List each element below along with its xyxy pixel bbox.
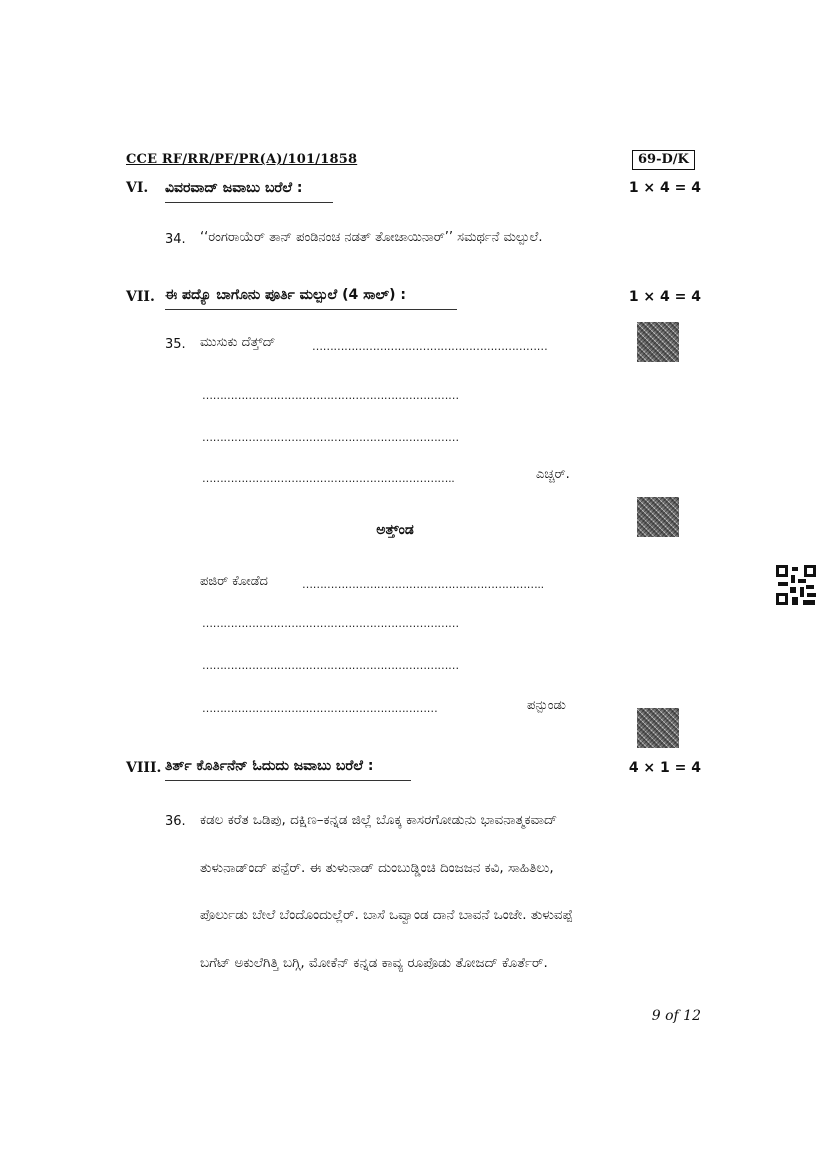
section-viii-marks: 4 × 1 = 4 [628,760,701,776]
paper-code: CCE RF/RR/PF/PR(A)/101/1858 [126,152,358,167]
section-viii-title: ತಿರ್ತ್ ಕೊರ್ತಿನೆನ್ ಓದುದು ಜವಾಬು ಬರೆಲೆ : [165,758,411,781]
poem-line-2-blank: ……………………………………………………………… [202,389,459,402]
section-vii-marks: 1 × 4 = 4 [628,289,701,305]
scan-code-image [637,322,679,362]
passage-line-3: ಪೊರ್ಲುಡು ಬೇಲೆ ಬೆಂದೊಂದುಲ್ಲೆರ್. ಬಾಸೆ ಒವ್ವಾಂಡ ದಾನೆ ಬಾವನೆ ಒಂಜೇ. ತುಳುವಪ್ಪೆ [200,907,573,923]
page-number: 9 of 12 [651,1008,701,1024]
section-vi-number: VI. [126,180,149,196]
question-35-number: 35. [165,337,186,352]
poem-line-4-end: ಎಚ್ಚರ್. [536,467,570,482]
alt-poem-line-1-start: ಪಜಿರ್ ಕೋಡೆದ [200,574,268,589]
poem-line-1-blank: ………………………………………………………… [312,340,548,353]
paper-id-box: 69-D/K [632,150,695,170]
qr-code-icon [776,565,816,605]
question-36-number: 36. [165,814,186,829]
poem-line-1-start: ಮುಸುಕು ದೆತ್ತ್‌ದ್ [200,335,276,350]
poem-line-3-blank: ……………………………………………………………… [202,431,459,444]
alt-poem-line-1-blank: ………………………………………………………….. [302,578,544,591]
scan-code-image [637,708,679,748]
alt-poem-line-4-blank: ………………………………………………………… [202,702,438,715]
section-vii-number: VII. [126,289,155,305]
section-vii-title: ಈ ಪದ್ಯೊ ಬಾಗೊನು ಪೂರ್ತಿ ಮಲ್ಪುಲೆ (4 ಸಾಲ್) : [165,287,457,310]
question-34-text: ‘‘ರಂಗರಾಯೆರ್ ತಾನ್ ಪಂಡಿನಂಚ ನಡತ್ ತೋಜಾಯಿನಾರ್’’ ಸಮರ್ಥನೆ ಮಲ್ಪುಲೆ. [200,230,543,245]
section-viii-number: VIII. [126,760,162,776]
alt-poem-line-3-blank: ……………………………………………………………… [202,659,459,672]
or-label: ಅತ್ತ್‌ಂಡ [376,522,414,538]
passage-line-2: ತುಳುನಾಡ್‌ಂದ್ ಪನ್ಪೆರ್. ಈ ತುಳುನಾಡ್ ದುಂಬುಡ್ಡಿಂಚಿ ದಿಂಜಜನ ಕವಿ, ಸಾಹಿತಿಲು, [200,860,554,876]
passage-line-4: ಬಗೆಟ್ ಅಕುಲೆಗಿತ್ತಿ ಬಗ್ಗಿ, ಮೋಕೆನ್ ಕನ್ನಡ ಕಾವ್ಯ ರೂಪೊಡು ತೋಜದ್ ಕೊರ್ತೆರ್. [200,955,548,971]
poem-line-4-blank: …………………………………………………………….. [202,472,455,485]
alt-poem-line-2-blank: ……………………………………………………………… [202,617,459,630]
alt-poem-line-4-end: ಪನ್ಪುಂಡು [527,698,566,713]
section-vi-marks: 1 × 4 = 4 [628,180,701,196]
passage-line-1: ಕಡಲ ಕರೆತ ಒಡಿಪು, ದಕ್ಷಿಣ–ಕನ್ನಡ ಜಿಲ್ಲೆ ಬೊಕ್ಕ ಕಾಸರಗೋಡುನು ಭಾವನಾತ್ಮಕವಾದ್ [200,812,558,828]
section-vi-title: ವಿವರವಾದ್ ಜವಾಬು ಬರೆಲೆ : [165,180,333,203]
question-34-number: 34. [165,232,186,247]
